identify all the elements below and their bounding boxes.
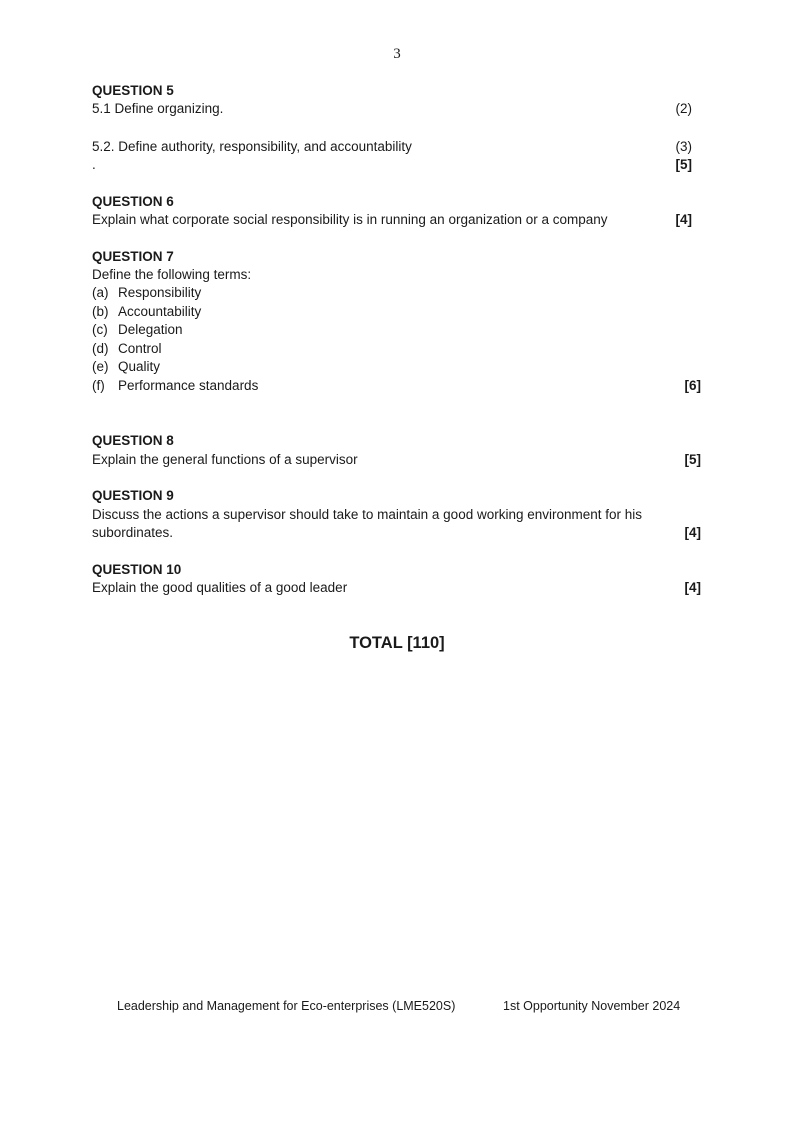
question-9-text-line1: Discuss the actions a supervisor should take to maintain a good working environment for his <box>92 507 643 522</box>
question-5-2-marks: (3) <box>675 139 692 154</box>
list-item-letter: (e) <box>92 359 109 374</box>
list-item-letter: (c) <box>92 322 108 337</box>
question-10-text: Explain the good qualities of a good leader <box>92 580 348 595</box>
footer-course-title: Leadership and Management for Eco-enterprises (LME520S) <box>117 999 456 1013</box>
page-number: 3 <box>393 46 401 62</box>
question-7-heading: QUESTION 7 <box>92 249 174 264</box>
list-item-term: Control <box>118 341 162 356</box>
question-5-1-text: 5.1 Define organizing. <box>92 101 224 116</box>
list-item-a <box>92 284 201 302</box>
exam-total: TOTAL [110] <box>349 634 445 652</box>
question-8-marks: [5] <box>684 452 701 467</box>
question-5-total-marks: [5] <box>675 157 692 172</box>
list-item-letter: (b) <box>92 304 109 319</box>
question-6-heading: QUESTION 6 <box>92 194 174 209</box>
list-item-c <box>92 321 183 339</box>
question-5-heading: QUESTION 5 <box>92 83 174 98</box>
list-item-term: Performance standards <box>118 378 259 393</box>
list-item-e <box>92 358 160 376</box>
question-7-intro: Define the following terms: <box>92 267 252 282</box>
question-5-2-text: 5.2. Define authority, responsibility, and accountability <box>92 139 412 154</box>
question-8-heading: QUESTION 8 <box>92 433 174 448</box>
list-item-letter: (d) <box>92 341 109 356</box>
list-item-f <box>92 377 258 395</box>
footer-opportunity: 1st Opportunity November 2024 <box>503 999 681 1013</box>
list-item-d <box>92 340 162 358</box>
question-9-heading: QUESTION 9 <box>92 488 174 503</box>
list-item-b <box>92 303 201 321</box>
stray-dot: . <box>92 157 96 172</box>
list-item-term: Quality <box>118 359 161 374</box>
list-item-letter: (f) <box>92 378 105 393</box>
question-9-text-line2: subordinates. <box>92 525 174 540</box>
question-10-marks: [4] <box>684 580 701 595</box>
question-8-text: Explain the general functions of a supervisor <box>92 452 358 467</box>
list-item-term: Delegation <box>118 322 183 337</box>
question-7-marks: [6] <box>684 378 701 393</box>
list-item-term: Accountability <box>118 304 202 319</box>
list-item-term: Responsibility <box>118 285 202 300</box>
question-9-marks: [4] <box>684 525 701 540</box>
question-5-1-marks: (2) <box>675 101 692 116</box>
list-item-letter: (a) <box>92 285 109 300</box>
question-6-marks: [4] <box>675 212 692 227</box>
question-6-text: Explain what corporate social responsibility is in running an organization or a company <box>92 212 608 227</box>
question-10-heading: QUESTION 10 <box>92 562 182 577</box>
